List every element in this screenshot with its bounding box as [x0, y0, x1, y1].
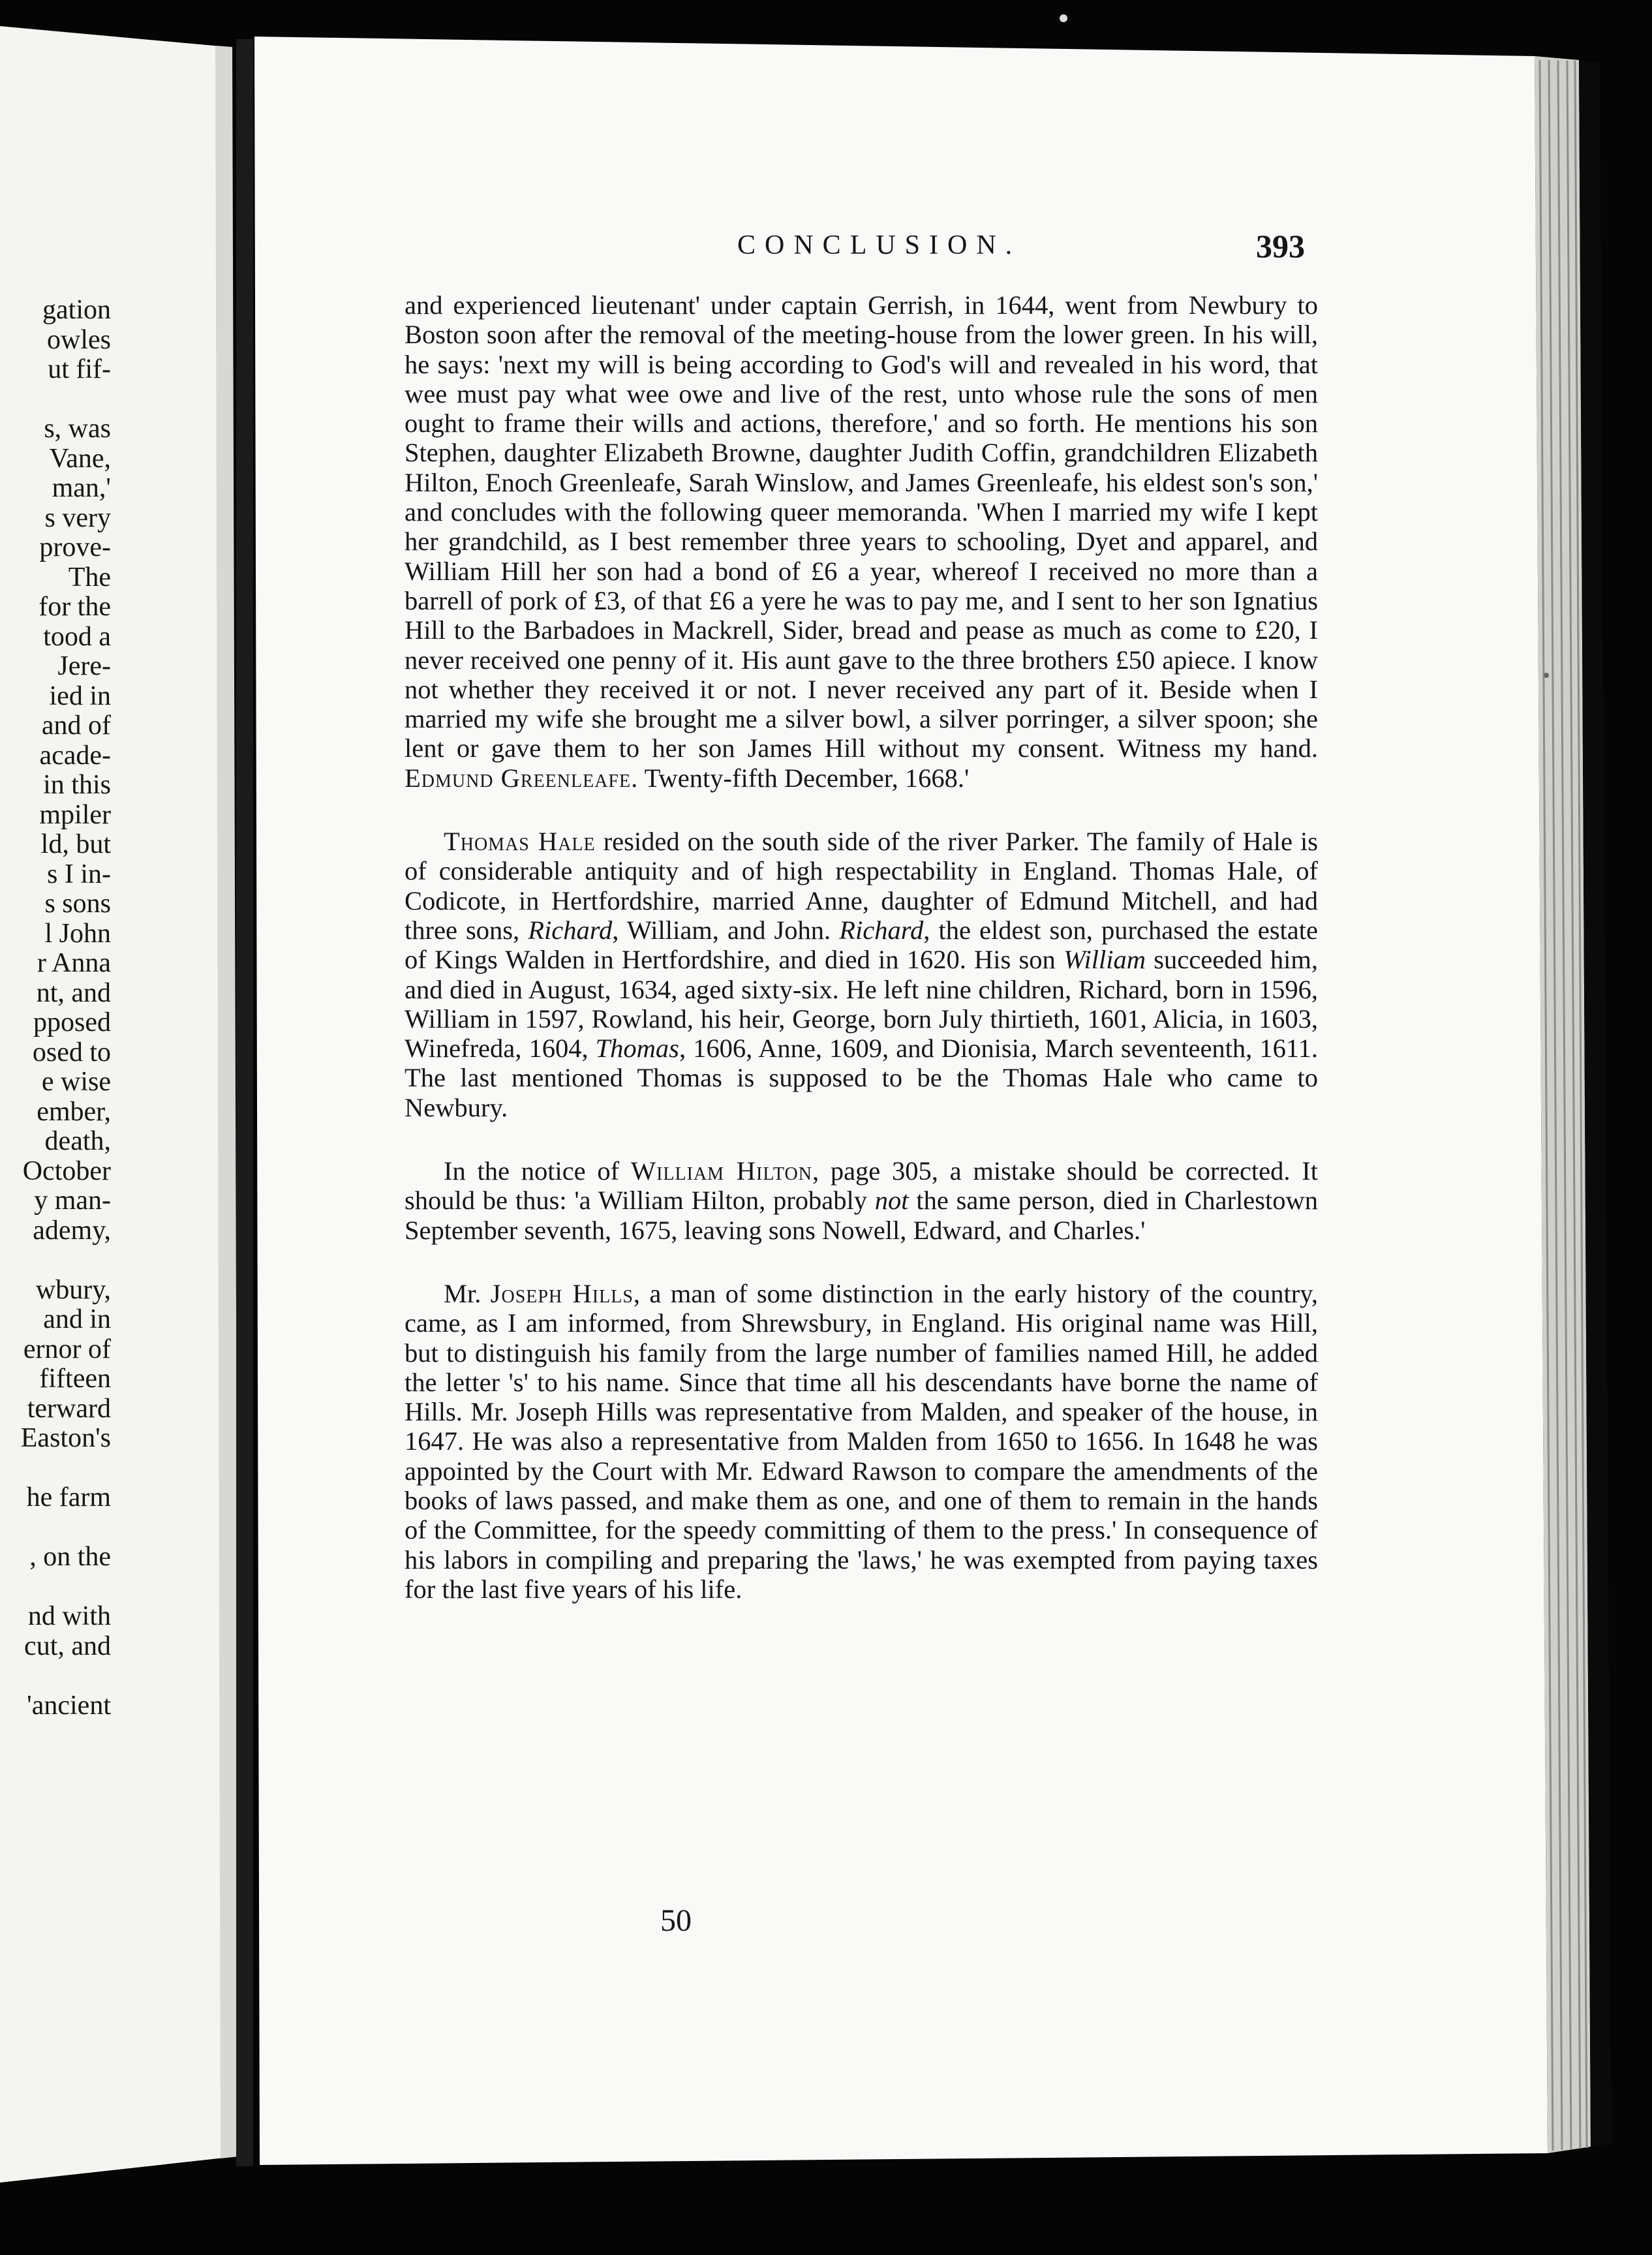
left-line-fragment: man,'	[52, 473, 111, 503]
left-line-fragment: tood a	[43, 621, 111, 652]
left-line-fragment: and in	[43, 1304, 111, 1334]
left-line-fragment: cut, and	[24, 1631, 111, 1661]
text-segment: , 1606, Anne, 1609, and Dionisia, March seventeenth, 1611. The last mentioned Thomas is supposed to be the Thomas Hale who came to Newbury.	[405, 1034, 1318, 1122]
left-line-fragment: s sons	[44, 889, 111, 919]
left-line-fragment: ld, but	[40, 829, 111, 859]
text-segment: Twenty-fifth December, 1668.'	[638, 763, 970, 793]
left-line-fragment: Easton's	[20, 1423, 111, 1453]
left-line-fragment: terward	[27, 1393, 111, 1424]
left-line-fragment: ademy,	[33, 1215, 111, 1246]
text-segment: In the notice of	[444, 1156, 631, 1186]
text-segment: , William, and John.	[612, 915, 840, 945]
running-head: CONCLUSION.	[737, 230, 1022, 260]
text-segment: William	[1063, 945, 1146, 975]
text-segment: , the eldest son, purchased the estate of Kings Walden in Hertfordshire, and died in 1620. His son	[405, 915, 1318, 975]
left-line-fragment: fifteen	[39, 1364, 111, 1394]
left-line-fragment: October	[22, 1156, 111, 1186]
left-line-fragment: ied in	[49, 681, 111, 711]
text-segment: Richard	[528, 915, 613, 945]
left-line-fragment: , on the	[29, 1542, 111, 1572]
text-segment: Mr.	[444, 1278, 491, 1308]
left-line-fragment: for the	[38, 592, 111, 622]
left-line-fragment: death,	[44, 1126, 111, 1156]
text-segment: Edmund Greenleafe.	[405, 763, 639, 793]
text-segment: Richard	[839, 915, 924, 945]
left-line-fragment: prove-	[39, 532, 111, 562]
text-segment: succeeded him, and died in August, 1634, aged sixty-six. He left nine children, Richard, born in 1596, William in 1597, Rowland, his heir, George, born July thirtieth, 1601, Alicia, in 1603, Winefreda, 1604,	[405, 945, 1318, 1064]
left-line-fragment: r Anna	[37, 948, 111, 978]
text-segment: Thomas Hale	[444, 827, 596, 857]
text-segment: , page 305, a mistake should be corrected. It should be thus: 'a William Hilton, probably	[405, 1156, 1319, 1216]
text-segment: resided on the south side of the river Parker. The family of Hale is of considerable antiquity and of high respectability in England. Thomas Hale, of Codicote, in Hertfordshire, married Anne, daughter of Edmund Mitchell, and had three sons,	[405, 827, 1319, 945]
text-segment: , a man of some distinction in the early history of the country, came, as I am informed, from Shrewsbury, in England. His original name was Hill, but to distinguish his family from the large number of families named Hill, he added the letter 's' to his name. Since that time all his descendants have borne the name of Hills. Mr. Joseph Hills was representative from Malden, and speaker of the house, in 1647. He was also a representative from Malden from 1650 to 1656. In 1648 he was appointed by the Court with Mr. Edward Rawson to compare the amendments of the books of laws passed, and make them as one, and one of them to remain in the hands of the Committee, for the speedy committing of them to the press.' In consequence of his labors in compiling and preparing the 'laws,' he was exempted from paying taxes for the last five years of his life.	[405, 1278, 1318, 1604]
left-line-fragment: Jere-	[57, 651, 111, 681]
page-number: 393	[1256, 228, 1305, 264]
left-line-fragment: s I in-	[47, 859, 111, 889]
left-line-fragment: gation	[42, 295, 111, 325]
folio-signature: 50	[660, 1903, 692, 1938]
left-line-fragment: s very	[44, 502, 111, 533]
left-line-fragment: l John	[44, 918, 111, 949]
text-segment: William Hilton	[630, 1156, 812, 1186]
text-segment: the same person, died in Charlestown September seventh, 1675, leaving sons Nowell, Edward, and Charles.'	[405, 1186, 1318, 1245]
text-segment: not	[874, 1186, 909, 1216]
left-line-fragment: he farm	[26, 1482, 111, 1512]
left-line-fragment: y man-	[34, 1186, 111, 1216]
left-line-fragment: ernor of	[23, 1334, 111, 1364]
left-line-fragment: s, was	[44, 414, 111, 444]
text-segment: and experienced lieutenant' under captain Gerrish, in 1644, went from Newbury to Boston soon after the removal of the meeting-house from the lower green. In his will, he says: 'next my will is being according to God's will and revealed in his word, that wee must pay what wee owe and live of the rest, unto whose rule the sons of men ought to frame their wills and actions, therefore,' and so forth. He mentions his son Stephen, daughter Elizabeth Browne, daughter Judith Coffin, grandchildren Elizabeth Hilton, Enoch Greenleafe, Sarah Winslow, and James Greenleafe, his eldest son's son,' and concludes with the following queer memoranda. 'When I married my wife I kept her grandchild, as I best remember three years to schooling, Dyet and apparel, and William Hill her son had a bond of £6 a year, whereof I received no more than a barrell of pork of £3, of that £6 a yere he was to pay me, and I sent to her son Ignatius Hill to the Barbadoes in Mackrell, Sider, bread and pease as much as come to £20, I never received one penny of it. His aunt gave to the three brothers £50 apiece. I know not whether they received it or not. I never received any part of it. Beside when I married my wife she brought me a silver bowl, a silver porringer, a silver spoon; she lent or gave them to her son James Hill without my consent. Witness my hand.	[405, 290, 1318, 763]
left-line-fragment: in this	[43, 770, 111, 800]
text-segment: Thomas	[595, 1034, 679, 1064]
text-segment: Joseph Hills	[490, 1278, 634, 1308]
left-line-fragment: ut fif-	[48, 354, 111, 384]
left-line-fragment: and of	[41, 711, 111, 741]
left-line-fragment: nt, and	[36, 977, 111, 1008]
left-line-fragment: mpiler	[39, 799, 111, 830]
left-line-fragment: acade-	[39, 740, 111, 771]
left-line-fragment: osed to	[32, 1037, 111, 1067]
left-line-fragment: nd with	[27, 1601, 111, 1631]
left-line-fragment: The	[68, 562, 111, 592]
left-line-fragment: e wise	[41, 1067, 111, 1097]
left-line-fragment: Vane,	[49, 443, 111, 474]
left-line-fragment: wbury,	[35, 1274, 111, 1305]
left-line-fragment: owles	[47, 324, 111, 355]
left-line-fragment: 'ancient	[27, 1690, 111, 1721]
left-line-fragment: pposed	[33, 1007, 111, 1037]
left-line-fragment: ember,	[37, 1096, 111, 1127]
